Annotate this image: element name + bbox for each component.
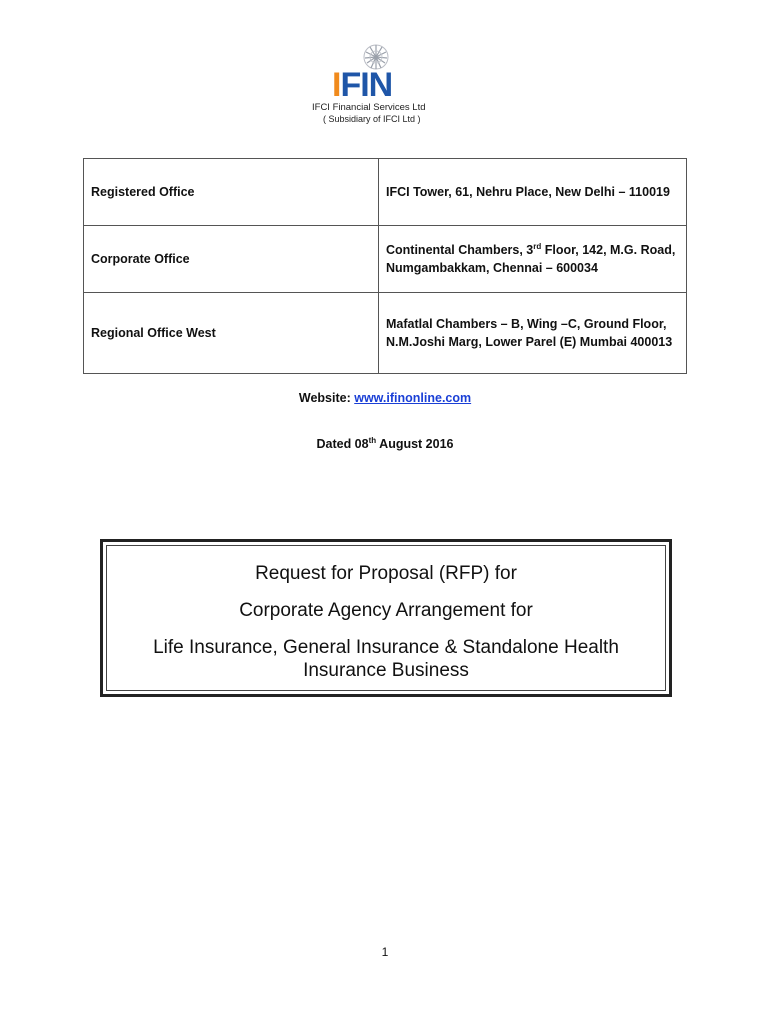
logo-letters-fin: FIN [340,66,393,104]
website-line [0,391,770,405]
office-address: Mafatlal Chambers – B, Wing –C, Ground Floor, N.M.Joshi Marg, Lower Parel (E) Mumbai 400013 [379,293,687,374]
address-text: Continental Chambers, 3 [386,243,534,257]
title-line-2: Corporate Agency Arrangement for [239,600,533,621]
table-row [84,226,687,293]
address-text: Floor, 142, M.G. Road, Numgambakkam, Chennai – 600034 [386,243,676,275]
title-box [100,539,672,697]
office-address: IFCI Tower, 61, Nehru Place, New Delhi – 110019 [379,159,687,226]
table-row [84,293,687,374]
document-date [0,437,770,451]
logo-letter-i: I [332,66,341,104]
office-label: Registered Office [84,159,379,226]
logo-company-name: IFCI Financial Services Ltd [312,102,426,113]
office-label: Corporate Office [84,226,379,293]
page-number: 1 [381,945,389,959]
logo-wordmark [332,68,392,102]
title-line-1: Request for Proposal (RFP) for [255,563,517,584]
date-text: August 2016 [376,437,454,451]
table-row [84,159,687,226]
ifin-logo [300,44,470,126]
logo-subsidiary: ( Subsidiary of IFCI Ltd ) [323,114,421,124]
website-link[interactable]: www.ifinonline.com [354,391,472,405]
title-line-3: Life Insurance, General Insurance & Standalone Health [153,637,619,658]
date-text: Dated 08 [316,437,369,451]
title-line-4: Insurance Business [303,660,469,681]
ordinal-suffix: rd [533,241,542,251]
website-label: Website: [298,391,355,405]
offices-table [83,158,687,374]
office-address [379,226,687,293]
ordinal-suffix: th [368,435,377,445]
office-label: Regional Office West [84,293,379,374]
